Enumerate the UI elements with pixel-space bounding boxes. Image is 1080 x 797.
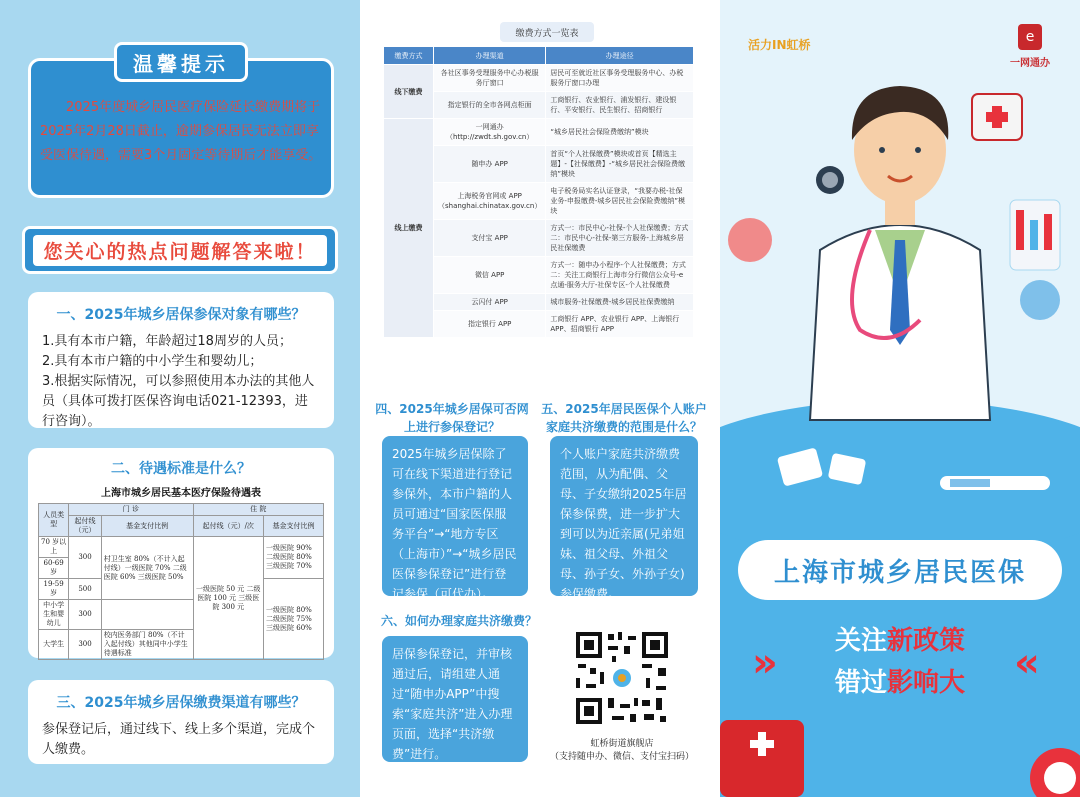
table-row: 中小学生和婴幼儿 300 [39, 600, 324, 630]
question-body [42, 332, 320, 432]
question-6-title: 六、如何办理家庭共济缴费？ [380, 614, 537, 628]
table-row: 上海税务官网或 APP（shanghai.chinatax.gov.cn） 电子税务局实名认证登录，“我要办税-社保业务-申报缴费-城乡居民社会保险费缴纳”模块 [384, 183, 694, 220]
table-row: 60-69 岁 [39, 558, 324, 579]
qr-code[interactable] [572, 628, 672, 728]
table-header: 基金支付比例 [264, 516, 324, 537]
table-header: 人员类型 [39, 504, 69, 537]
question-card-2 [28, 448, 334, 658]
yiwangtongban-icon: e [1018, 24, 1042, 50]
question-title: 一、2025年城乡居保参保对象有哪些？ [56, 307, 306, 323]
table-header: 缴费方式 [384, 47, 434, 65]
table-row: 大学生 300 校内医务部门 80%（不计入起付线）其他同中小学生待遇标准 [39, 630, 324, 660]
cover-slogan [740, 620, 1060, 704]
chevron-right-icon: » [752, 640, 778, 686]
table-row: 指定银行 APP 工商银行 APP、农业银行 APP、上海银行 APP、招商银行 APP [384, 311, 694, 338]
table-row: 70 岁以上 300 村卫生室 80%（不计入起付线）一级医院 70% 二级医院 60% 三级医院 50% 一级医院 50 元 二级医院 100 元 三级医院 300 元 一级医院 90% 二级医院 80% 三级医院 70% [39, 537, 324, 558]
hot-questions-banner [22, 226, 338, 274]
table-header: 门 诊 [69, 504, 193, 516]
list-item: 1.具有本市户籍，年龄超过18周岁的人员； [42, 334, 292, 349]
hot-questions-text: 您关心的热点问题解答来啦！ [33, 235, 326, 266]
table-row: 云闪付 APP 城市服务-社保缴费-城乡居民社保费缴纳 [384, 294, 694, 311]
benefit-table-title: 上海市城乡居民基本医疗保险待遇表 [101, 488, 261, 499]
question-5-title: 五、2025年居民医保个人账户家庭共济缴费的范围是什么？ [541, 402, 707, 434]
table-header: 住 院 [193, 504, 324, 516]
qr-code-icon [572, 628, 672, 728]
slogan-line: 错过影响大 [834, 668, 966, 698]
table-row: 支付宝 APP 方式一：市民中心-社保-个人社保缴费；方式二：市民中心-社保-第三方服务-上海城乡居民社保缴费 [384, 220, 694, 257]
notice-title: 温馨提示 [133, 51, 229, 76]
brand-logo-left: 活力IN虹桥 [748, 38, 811, 52]
table-row: 指定银行的全市各网点柜面 工商银行、农业银行、浦发银行、建设银行、平安银行、民生银行、招商银行 [384, 92, 694, 119]
payment-table [383, 46, 694, 338]
qr-caption-line: （支持随申办、微信、支付宝扫码） [549, 752, 694, 762]
question-body: 参保登记后，通过线下、线上多个渠道，完成个人缴费。 [42, 722, 316, 757]
table-header: 起付线（元） [69, 516, 102, 537]
qr-caption [540, 738, 704, 764]
brand-logo-right [1008, 24, 1052, 69]
table-row: 线上缴费 一网通办（http://zwdt.sh.gov.cn） “城乡居民社会保险费缴纳”模块 [384, 119, 694, 146]
qr-caption-line: 虹桥街道旗舰店 [590, 739, 654, 749]
question-card-3 [28, 680, 334, 764]
cover-title-pill [738, 540, 1062, 600]
question-5-card: 个人账户家庭共济缴费范围，从为配偶、父母、子女缴纳2025年居保参保费，进一步扩大到可以为近亲属(兄弟姐妹、祖父母、外祖父母、孙子女、外孙子女)参保缴费。 [550, 436, 698, 596]
question-6-card: 居保参保登记，并审核通过后，请组建人通过“随申办APP”中搜索“家庭共济”进入办理页面，选择“共济缴费”进行。 [382, 636, 528, 762]
question-4-card: 2025年城乡居保除了可在线下渠道进行登记参保外，本市户籍的人员可通过“国家医保服务平台”→“地方专区（上海市）”→“城乡居民医保参保登记”进行登记参保（可代办）。 [382, 436, 528, 596]
table-row: 19-59 岁 500 一级医院 80% 二级医院 75% 三级医院 60% [39, 579, 324, 600]
table-header: 基金支付比例 [101, 516, 193, 537]
list-item: 3.根据实际情况，可以参照使用本办法的其他人员（具体可拨打医保咨询电话021-12393，进行咨询）。 [42, 374, 315, 429]
question-title: 三、2025年城乡居保缴费渠道有哪些？ [56, 695, 306, 711]
notice-title-badge [114, 42, 248, 82]
question-4-title: 四、2025年城乡居保可否网上进行参保登记？ [375, 402, 529, 434]
table-row: 随申办 APP 首页“个人社保缴费”模块或首页【精选主题】-【社保缴费】-“城乡居民社会保险费缴纳”模块 [384, 146, 694, 183]
payment-table-title: 缴费方式一览表 [500, 22, 594, 42]
table-row: 线下缴费 各社区事务受理服务中心办税服务厅窗口 居民可至就近社区事务受理服务中心、办税服务厅窗口办理 [384, 65, 694, 92]
list-item: 2.具有本市户籍的中小学生和婴幼儿； [42, 354, 263, 369]
table-header: 办理途径 [546, 47, 694, 65]
benefit-table [38, 503, 324, 660]
question-title: 二、待遇标准是什么？ [111, 461, 251, 477]
notice-text: 2025年度城乡居民医疗保险延长缴费期将于2025年2月28日截止，逾期参保居民无法立即享受医保待遇，需要3个月固定等待期后才能享受。 [40, 100, 322, 163]
question-card-1 [28, 292, 334, 428]
table-row: 微信 APP 方式一：随申办小程序-个人社保缴费；方式二：关注工商银行上海市分行微信公众号-e点通-服务大厅-社保专区-个人社保缴费 [384, 257, 694, 294]
cover-title: 上海市城乡居民医保 [773, 557, 1026, 588]
table-header: 起付线（元）/次 [193, 516, 264, 537]
chevron-left-icon: « [1014, 640, 1040, 686]
brand-logo-right-text: 一网通办 [1010, 58, 1050, 69]
slogan-line: 关注新政策 [834, 626, 966, 656]
table-header: 办理渠道 [434, 47, 546, 65]
